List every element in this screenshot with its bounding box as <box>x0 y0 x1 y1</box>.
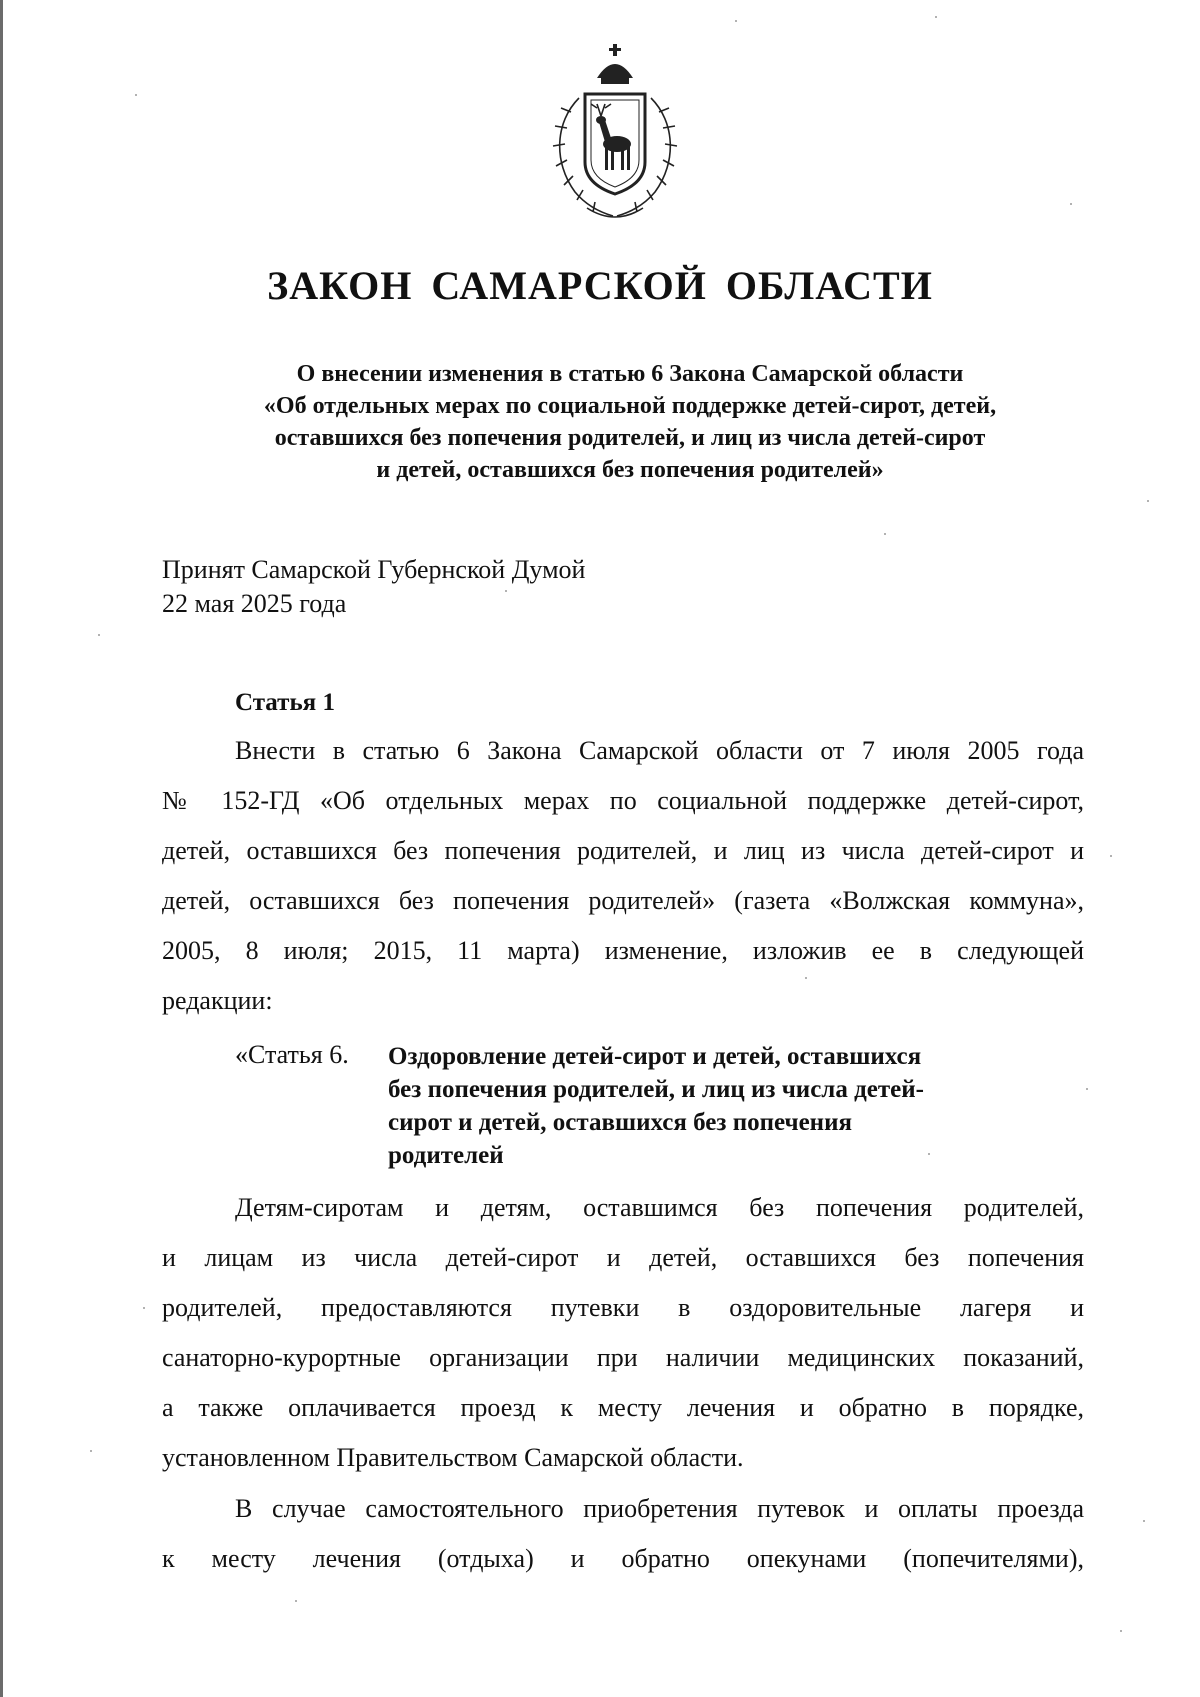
statya6-title <box>388 1040 924 1172</box>
scan-speck <box>90 1450 92 1452</box>
article-text-line: редакции: <box>162 986 273 1015</box>
subtitle-line: О внесении изменения в статью 6 Закона Самарской области <box>296 361 964 387</box>
adoption-date: 22 мая 2025 года <box>162 589 347 618</box>
subtitle-line: и детей, оставшихся без попечения родителей» <box>376 457 884 483</box>
scan-speck <box>1147 500 1149 502</box>
scan-speck <box>98 634 100 636</box>
article-text-line: № 152-ГД «Об отдельных мерах по социальной поддержке детей-сирот, <box>162 786 1084 815</box>
coat-of-arms-emblem <box>535 42 695 222</box>
statya6-title-line: сирот и детей, оставшихся без попечения <box>388 1109 853 1136</box>
scan-speck <box>1120 1630 1122 1632</box>
scan-speck <box>1110 855 1112 857</box>
article-heading: Статья 1 <box>235 689 335 716</box>
paragraph-text-line: родителей, предоставляются путевки в оздоровительные лагеря и <box>162 1293 1084 1322</box>
statya6-title-line: родителей <box>388 1142 504 1169</box>
scan-speck <box>735 20 737 22</box>
adoption-body: Принят Самарской Губернской Думой <box>162 555 586 584</box>
scan-speck <box>884 533 886 535</box>
scan-speck <box>928 1153 930 1155</box>
document-title: ЗАКОН САМАРСКОЙ ОБЛАСТИ <box>267 263 933 308</box>
subtitle-line: оставшихся без попечения родителей, и лиц из числа детей-сирот <box>274 425 986 451</box>
paragraph-text-line: В случае самостоятельного приобретения путевок и оплаты проезда <box>235 1494 1084 1523</box>
paragraph-text-line: санаторно-курортные организации при наличии медицинских показаний, <box>162 1343 1084 1372</box>
scan-speck <box>805 977 807 979</box>
paragraph-text-line: Детям-сиротам и детям, оставшимся без попечения родителей, <box>235 1193 1084 1222</box>
scan-speck <box>1070 203 1072 205</box>
paragraph-text-line: к месту лечения (отдыха) и обратно опекунами (попечителями), <box>162 1544 1084 1573</box>
statya6-title-line: Оздоровление детей-сирот и детей, оставшихся <box>388 1043 922 1070</box>
statya6-label: «Статья 6. <box>235 1040 349 1069</box>
article-text-line: Внести в статью 6 Закона Самарской области от 7 июля 2005 года <box>235 736 1084 765</box>
statya6-title-line: без попечения родителей, и лиц из числа детей- <box>388 1076 924 1103</box>
paragraph-text-line: и лицам из числа детей-сирот и детей, оставшихся без попечения <box>162 1243 1084 1272</box>
scan-speck <box>1143 1520 1145 1522</box>
subtitle-line: «Об отдельных мерах по социальной поддержке детей-сирот, детей, <box>263 393 997 419</box>
paragraph-text-line: установленном Правительством Самарской области. <box>162 1443 744 1472</box>
scan-speck <box>1086 1088 1088 1090</box>
article-text-line: детей, оставшихся без попечения родителей» (газета «Волжская коммуна», <box>162 886 1084 915</box>
scan-speck <box>935 16 937 18</box>
document-subtitle <box>150 358 1110 486</box>
article-text-line: 2005, 8 июля; 2015, 11 марта) изменение, изложив ее в следующей <box>162 936 1084 965</box>
scan-speck <box>295 1600 297 1602</box>
adoption-info <box>162 553 585 621</box>
article-text-line: детей, оставшихся без попечения родителей, и лиц из числа детей-сирот и <box>162 836 1084 865</box>
scan-speck <box>135 94 137 96</box>
scan-left-edge <box>0 0 3 1697</box>
scan-speck <box>143 1307 145 1309</box>
paragraph-text-line: а также оплачивается проезд к месту лечения и обратно в порядке, <box>162 1393 1084 1422</box>
